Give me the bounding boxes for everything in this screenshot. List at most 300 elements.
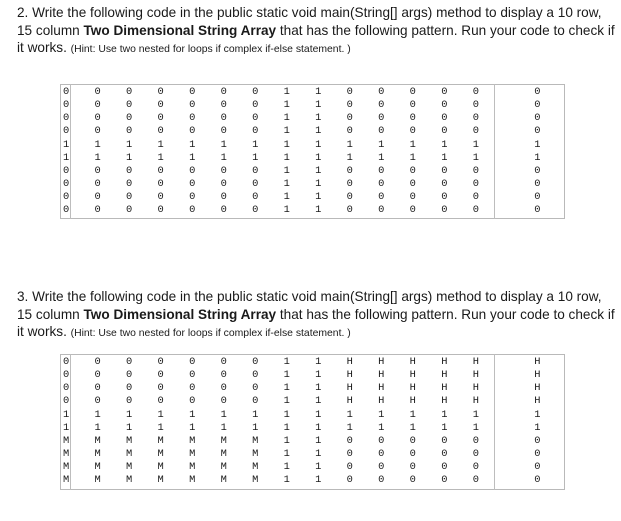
pattern-cell: 1 xyxy=(126,408,133,421)
pattern-cell: M xyxy=(126,474,133,487)
pattern-row xyxy=(60,191,560,204)
pattern-cell: 0 xyxy=(252,125,259,138)
pattern-cell: 0 xyxy=(441,99,448,112)
pattern-cell: 0 xyxy=(252,112,259,125)
pattern-cell: 0 xyxy=(346,125,353,138)
pattern-cell: 1 xyxy=(283,112,290,125)
pattern-cell: 0 xyxy=(409,178,416,191)
pattern-cell: 0 xyxy=(220,164,227,177)
pattern-cell: 1 xyxy=(283,204,290,217)
pattern-cell: 1 xyxy=(283,421,290,434)
pattern-cell: 1 xyxy=(220,421,227,434)
pattern-cell: 0 xyxy=(409,204,416,217)
pattern-cell: 1 xyxy=(94,151,101,164)
pattern-cell: 0 xyxy=(126,112,133,125)
pattern-cell: 0 xyxy=(441,434,448,447)
pattern-cell: 0 xyxy=(220,204,227,217)
pattern-cell: 0 xyxy=(346,178,353,191)
pattern-cell: 0 xyxy=(409,99,416,112)
pattern-cell: M xyxy=(63,461,70,474)
pattern-cell: 1 xyxy=(283,356,290,369)
pattern-cell: 1 xyxy=(409,408,416,421)
pattern-cell: 0 xyxy=(346,164,353,177)
pattern-cell: 1 xyxy=(157,408,164,421)
pattern-cell: M xyxy=(189,434,196,447)
pattern-row xyxy=(60,86,560,99)
pattern-cell: H xyxy=(472,356,479,369)
pattern-cell: 0 xyxy=(378,178,385,191)
pattern-cell: 0 xyxy=(220,178,227,191)
pattern-cell: M xyxy=(94,461,101,474)
pattern-cell: 0 xyxy=(472,112,479,125)
pattern-cell: 0 xyxy=(472,204,479,217)
pattern-cell: 1 xyxy=(252,138,259,151)
pattern-cell: 0 xyxy=(472,99,479,112)
column-separator xyxy=(494,354,495,490)
pattern-cell: 1 xyxy=(157,138,164,151)
pattern-cell: 1 xyxy=(315,421,322,434)
pattern-cell: M xyxy=(126,461,133,474)
pattern-cell: 0 xyxy=(252,356,259,369)
pattern-cell: 1 xyxy=(189,408,196,421)
pattern-cell: 0 xyxy=(534,99,541,112)
pattern-cell: 1 xyxy=(189,151,196,164)
pattern-cell: H xyxy=(378,395,385,408)
pattern-cell: H xyxy=(409,395,416,408)
pattern-cell: 0 xyxy=(252,382,259,395)
pattern-cell: 0 xyxy=(126,99,133,112)
pattern-cell: 1 xyxy=(315,408,322,421)
question-3 xyxy=(17,288,617,343)
pattern-cell: 0 xyxy=(220,191,227,204)
pattern-cell: 0 xyxy=(189,191,196,204)
pattern-cell: 0 xyxy=(378,448,385,461)
pattern-cell: 1 xyxy=(252,151,259,164)
pattern-row xyxy=(60,178,560,191)
pattern-cell: 0 xyxy=(378,191,385,204)
pattern-cell: 0 xyxy=(534,86,541,99)
pattern-cell: M xyxy=(252,461,259,474)
pattern-cell: 0 xyxy=(220,112,227,125)
pattern-cell: H xyxy=(378,382,385,395)
question-text: Write the following code in the public static void main(String[] args) method to display a 10 row, 15 column xyxy=(17,5,602,38)
pattern-cell: M xyxy=(189,474,196,487)
pattern-cell: M xyxy=(189,448,196,461)
pattern-cell: 0 xyxy=(220,369,227,382)
pattern-cell: 0 xyxy=(472,191,479,204)
question-text-end: that has the following pattern. Run your code to check if it works. xyxy=(17,306,615,340)
pattern-cell: 0 xyxy=(157,125,164,138)
pattern-cell: 0 xyxy=(63,178,70,191)
pattern-cell: 0 xyxy=(189,178,196,191)
pattern-cell: 0 xyxy=(63,99,70,112)
pattern-cell: M xyxy=(157,434,164,447)
pattern-cell: 1 xyxy=(315,164,322,177)
pattern-row xyxy=(60,369,560,382)
pattern-cell: 1 xyxy=(472,408,479,421)
pattern-cell: 0 xyxy=(157,382,164,395)
pattern-cell: 1 xyxy=(315,356,322,369)
pattern-cell: 1 xyxy=(534,421,541,434)
pattern-cell: M xyxy=(126,434,133,447)
pattern-cell: 1 xyxy=(252,408,259,421)
pattern-cell: H xyxy=(534,356,541,369)
pattern-cell: 0 xyxy=(409,474,416,487)
pattern-cell: H xyxy=(472,382,479,395)
pattern-cell: 0 xyxy=(409,434,416,447)
pattern-cell: 0 xyxy=(346,112,353,125)
pattern-cell: 0 xyxy=(157,204,164,217)
pattern-cell: 0 xyxy=(346,434,353,447)
pattern-cell: 1 xyxy=(283,395,290,408)
pattern-cell: 0 xyxy=(534,204,541,217)
pattern-grid-q3 xyxy=(60,356,560,487)
pattern-cell: 1 xyxy=(378,421,385,434)
pattern-cell: 1 xyxy=(441,421,448,434)
pattern-cell: 1 xyxy=(409,138,416,151)
pattern-cell: 0 xyxy=(94,382,101,395)
pattern-cell: H xyxy=(346,395,353,408)
pattern-cell: H xyxy=(409,369,416,382)
pattern-cell: 1 xyxy=(315,191,322,204)
pattern-cell: 0 xyxy=(94,86,101,99)
pattern-cell: 0 xyxy=(252,86,259,99)
pattern-cell: 0 xyxy=(534,112,541,125)
pattern-cell: 1 xyxy=(283,369,290,382)
pattern-row xyxy=(60,461,560,474)
pattern-cell: 0 xyxy=(189,204,196,217)
pattern-cell: 0 xyxy=(63,112,70,125)
question-number: 2. xyxy=(17,5,29,20)
question-number: 3. xyxy=(17,289,29,304)
pattern-cell: 0 xyxy=(378,204,385,217)
question-bold-term: Two Dimensional String Array xyxy=(83,22,277,38)
pattern-cell: M xyxy=(94,434,101,447)
pattern-cell: 0 xyxy=(189,86,196,99)
pattern-row xyxy=(60,435,560,448)
pattern-cell: 1 xyxy=(283,191,290,204)
pattern-cell: 0 xyxy=(189,99,196,112)
pattern-cell: H xyxy=(346,356,353,369)
pattern-cell: 0 xyxy=(63,382,70,395)
pattern-cell: 1 xyxy=(409,421,416,434)
pattern-cell: 1 xyxy=(346,421,353,434)
pattern-cell: 1 xyxy=(189,138,196,151)
pattern-cell: 0 xyxy=(409,112,416,125)
pattern-cell: 0 xyxy=(534,178,541,191)
pattern-cell: 0 xyxy=(157,191,164,204)
pattern-cell: 0 xyxy=(189,369,196,382)
pattern-table xyxy=(60,356,560,487)
pattern-cell: 1 xyxy=(283,151,290,164)
column-separator xyxy=(70,354,71,490)
pattern-cell: 0 xyxy=(63,125,70,138)
pattern-cell: 0 xyxy=(94,191,101,204)
pattern-row xyxy=(60,125,560,138)
pattern-cell: 1 xyxy=(315,369,322,382)
pattern-cell: 0 xyxy=(346,448,353,461)
pattern-cell: 0 xyxy=(157,369,164,382)
pattern-cell: H xyxy=(441,369,448,382)
pattern-cell: 0 xyxy=(378,112,385,125)
pattern-cell: M xyxy=(252,434,259,447)
pattern-cell: 0 xyxy=(220,86,227,99)
pattern-cell: 0 xyxy=(220,99,227,112)
pattern-cell: 0 xyxy=(534,474,541,487)
pattern-cell: 1 xyxy=(315,138,322,151)
pattern-cell: 1 xyxy=(94,138,101,151)
pattern-cell: 0 xyxy=(126,164,133,177)
pattern-cell: M xyxy=(126,448,133,461)
pattern-cell: 1 xyxy=(315,474,322,487)
pattern-cell: 0 xyxy=(252,204,259,217)
pattern-cell: 0 xyxy=(189,125,196,138)
pattern-cell: M xyxy=(252,474,259,487)
pattern-cell: 0 xyxy=(126,356,133,369)
pattern-cell: 0 xyxy=(94,112,101,125)
pattern-cell: 0 xyxy=(346,204,353,217)
pattern-cell: 1 xyxy=(378,138,385,151)
pattern-cell: 0 xyxy=(472,86,479,99)
pattern-row xyxy=(60,395,560,408)
pattern-cell: 0 xyxy=(189,395,196,408)
pattern-cell: M xyxy=(63,434,70,447)
pattern-cell: 0 xyxy=(534,191,541,204)
pattern-cell: 1 xyxy=(63,421,70,434)
pattern-cell: 0 xyxy=(220,382,227,395)
pattern-cell: 1 xyxy=(283,448,290,461)
pattern-cell: 1 xyxy=(315,204,322,217)
pattern-cell: 0 xyxy=(472,434,479,447)
pattern-cell: 0 xyxy=(409,164,416,177)
pattern-cell: 1 xyxy=(472,151,479,164)
pattern-cell: 0 xyxy=(220,125,227,138)
pattern-cell: 1 xyxy=(283,461,290,474)
pattern-cell: 0 xyxy=(534,434,541,447)
pattern-cell: H xyxy=(534,382,541,395)
pattern-cell: 0 xyxy=(441,204,448,217)
pattern-cell: H xyxy=(534,369,541,382)
pattern-cell: 0 xyxy=(252,99,259,112)
pattern-cell: 0 xyxy=(346,99,353,112)
pattern-cell: 0 xyxy=(346,86,353,99)
pattern-cell: 1 xyxy=(283,164,290,177)
pattern-cell: 0 xyxy=(157,112,164,125)
pattern-cell: 0 xyxy=(189,382,196,395)
pattern-cell: 0 xyxy=(441,178,448,191)
pattern-cell: H xyxy=(472,395,479,408)
pattern-cell: 1 xyxy=(189,421,196,434)
pattern-cell: 0 xyxy=(126,382,133,395)
pattern-cell: 0 xyxy=(157,178,164,191)
pattern-row xyxy=(60,112,560,125)
pattern-cell: 1 xyxy=(315,125,322,138)
pattern-cell: 1 xyxy=(126,421,133,434)
pattern-cell: 0 xyxy=(94,356,101,369)
pattern-cell: 1 xyxy=(315,86,322,99)
pattern-cell: 1 xyxy=(283,99,290,112)
pattern-cell: 0 xyxy=(220,395,227,408)
pattern-cell: 0 xyxy=(441,125,448,138)
column-separator xyxy=(494,84,495,219)
pattern-cell: H xyxy=(378,369,385,382)
pattern-cell: 1 xyxy=(283,382,290,395)
pattern-cell: 1 xyxy=(534,151,541,164)
pattern-row xyxy=(60,382,560,395)
pattern-cell: M xyxy=(220,474,227,487)
pattern-cell: 0 xyxy=(534,461,541,474)
pattern-cell: H xyxy=(441,382,448,395)
pattern-cell: 0 xyxy=(378,474,385,487)
pattern-cell: 1 xyxy=(220,408,227,421)
pattern-cell: 1 xyxy=(283,408,290,421)
pattern-cell: 1 xyxy=(441,138,448,151)
pattern-cell: 1 xyxy=(315,178,322,191)
pattern-cell: M xyxy=(94,474,101,487)
pattern-cell: 0 xyxy=(157,164,164,177)
pattern-cell: H xyxy=(346,369,353,382)
pattern-cell: H xyxy=(378,356,385,369)
pattern-row xyxy=(60,152,560,165)
pattern-cell: 0 xyxy=(441,461,448,474)
pattern-cell: 0 xyxy=(534,125,541,138)
pattern-cell: 0 xyxy=(63,191,70,204)
pattern-cell: 1 xyxy=(283,178,290,191)
pattern-cell: 0 xyxy=(441,474,448,487)
pattern-cell: M xyxy=(157,474,164,487)
pattern-cell: 1 xyxy=(346,408,353,421)
pattern-cell: 0 xyxy=(378,99,385,112)
pattern-cell: 0 xyxy=(409,86,416,99)
pattern-cell: M xyxy=(220,461,227,474)
pattern-cell: 1 xyxy=(409,151,416,164)
pattern-cell: 0 xyxy=(126,125,133,138)
pattern-grid-q2 xyxy=(60,86,560,217)
pattern-cell: 0 xyxy=(126,204,133,217)
pattern-cell: 0 xyxy=(534,448,541,461)
pattern-cell: 0 xyxy=(94,178,101,191)
pattern-cell: 0 xyxy=(346,461,353,474)
pattern-cell: 1 xyxy=(126,151,133,164)
pattern-cell: H xyxy=(441,395,448,408)
pattern-cell: 1 xyxy=(283,434,290,447)
pattern-cell: 1 xyxy=(315,99,322,112)
pattern-cell: 1 xyxy=(63,408,70,421)
pattern-cell: 1 xyxy=(94,408,101,421)
pattern-cell: 0 xyxy=(252,178,259,191)
pattern-cell: 0 xyxy=(63,204,70,217)
pattern-cell: 1 xyxy=(315,434,322,447)
pattern-cell: 1 xyxy=(283,125,290,138)
pattern-table xyxy=(60,86,560,217)
pattern-cell: M xyxy=(63,474,70,487)
pattern-cell: 1 xyxy=(346,151,353,164)
question-2 xyxy=(17,4,617,59)
pattern-cell: 1 xyxy=(472,421,479,434)
pattern-cell: 1 xyxy=(63,138,70,151)
pattern-cell: 0 xyxy=(252,164,259,177)
pattern-cell: 1 xyxy=(220,151,227,164)
pattern-cell: 0 xyxy=(63,164,70,177)
pattern-cell: 1 xyxy=(315,112,322,125)
pattern-cell: H xyxy=(472,369,479,382)
pattern-cell: 1 xyxy=(63,151,70,164)
question-hint: (Hint: Use two nested for loops if complex if-else statement. ) xyxy=(70,44,351,56)
pattern-cell: 1 xyxy=(283,138,290,151)
pattern-cell: 0 xyxy=(189,164,196,177)
pattern-cell: 0 xyxy=(157,86,164,99)
pattern-cell: 0 xyxy=(472,461,479,474)
pattern-cell: 1 xyxy=(378,151,385,164)
pattern-cell: 0 xyxy=(409,125,416,138)
pattern-cell: 0 xyxy=(472,448,479,461)
pattern-cell: 1 xyxy=(157,421,164,434)
pattern-cell: 0 xyxy=(126,395,133,408)
question-hint: (Hint: Use two nested for loops if complex if-else statement. ) xyxy=(70,328,351,340)
pattern-cell: 0 xyxy=(63,86,70,99)
pattern-cell: 0 xyxy=(441,191,448,204)
pattern-row xyxy=(60,165,560,178)
pattern-cell: 0 xyxy=(378,434,385,447)
pattern-cell: 1 xyxy=(472,138,479,151)
pattern-cell: 0 xyxy=(378,86,385,99)
pattern-cell: 1 xyxy=(220,138,227,151)
pattern-cell: 1 xyxy=(441,151,448,164)
pattern-cell: 0 xyxy=(409,448,416,461)
pattern-cell: 0 xyxy=(441,448,448,461)
pattern-cell: M xyxy=(63,448,70,461)
pattern-cell: 0 xyxy=(94,204,101,217)
pattern-cell: 0 xyxy=(346,474,353,487)
pattern-cell: 1 xyxy=(315,382,322,395)
pattern-cell: 1 xyxy=(94,421,101,434)
pattern-cell: 0 xyxy=(441,86,448,99)
pattern-cell: 0 xyxy=(157,356,164,369)
column-separator xyxy=(70,84,71,219)
pattern-cell: 0 xyxy=(252,369,259,382)
pattern-cell: 0 xyxy=(252,395,259,408)
pattern-cell: 0 xyxy=(409,461,416,474)
pattern-cell: 0 xyxy=(94,125,101,138)
pattern-cell: 0 xyxy=(94,164,101,177)
pattern-cell: M xyxy=(252,448,259,461)
pattern-cell: 0 xyxy=(157,99,164,112)
pattern-cell: 1 xyxy=(315,461,322,474)
pattern-row xyxy=(60,204,560,217)
pattern-row xyxy=(60,409,560,422)
pattern-cell: 1 xyxy=(315,448,322,461)
pattern-cell: 0 xyxy=(472,125,479,138)
pattern-cell: 0 xyxy=(189,356,196,369)
pattern-cell: 0 xyxy=(378,164,385,177)
pattern-cell: 0 xyxy=(346,191,353,204)
pattern-row xyxy=(60,139,560,152)
pattern-cell: 0 xyxy=(189,112,196,125)
pattern-cell: 0 xyxy=(534,164,541,177)
pattern-cell: 0 xyxy=(252,191,259,204)
pattern-cell: 0 xyxy=(472,178,479,191)
pattern-cell: 1 xyxy=(378,408,385,421)
pattern-cell: 0 xyxy=(126,178,133,191)
pattern-cell: 1 xyxy=(126,138,133,151)
pattern-cell: 0 xyxy=(441,164,448,177)
pattern-cell: M xyxy=(220,448,227,461)
pattern-cell: 0 xyxy=(220,356,227,369)
pattern-row xyxy=(60,474,560,487)
pattern-cell: M xyxy=(157,461,164,474)
pattern-row xyxy=(60,422,560,435)
pattern-cell: H xyxy=(409,382,416,395)
